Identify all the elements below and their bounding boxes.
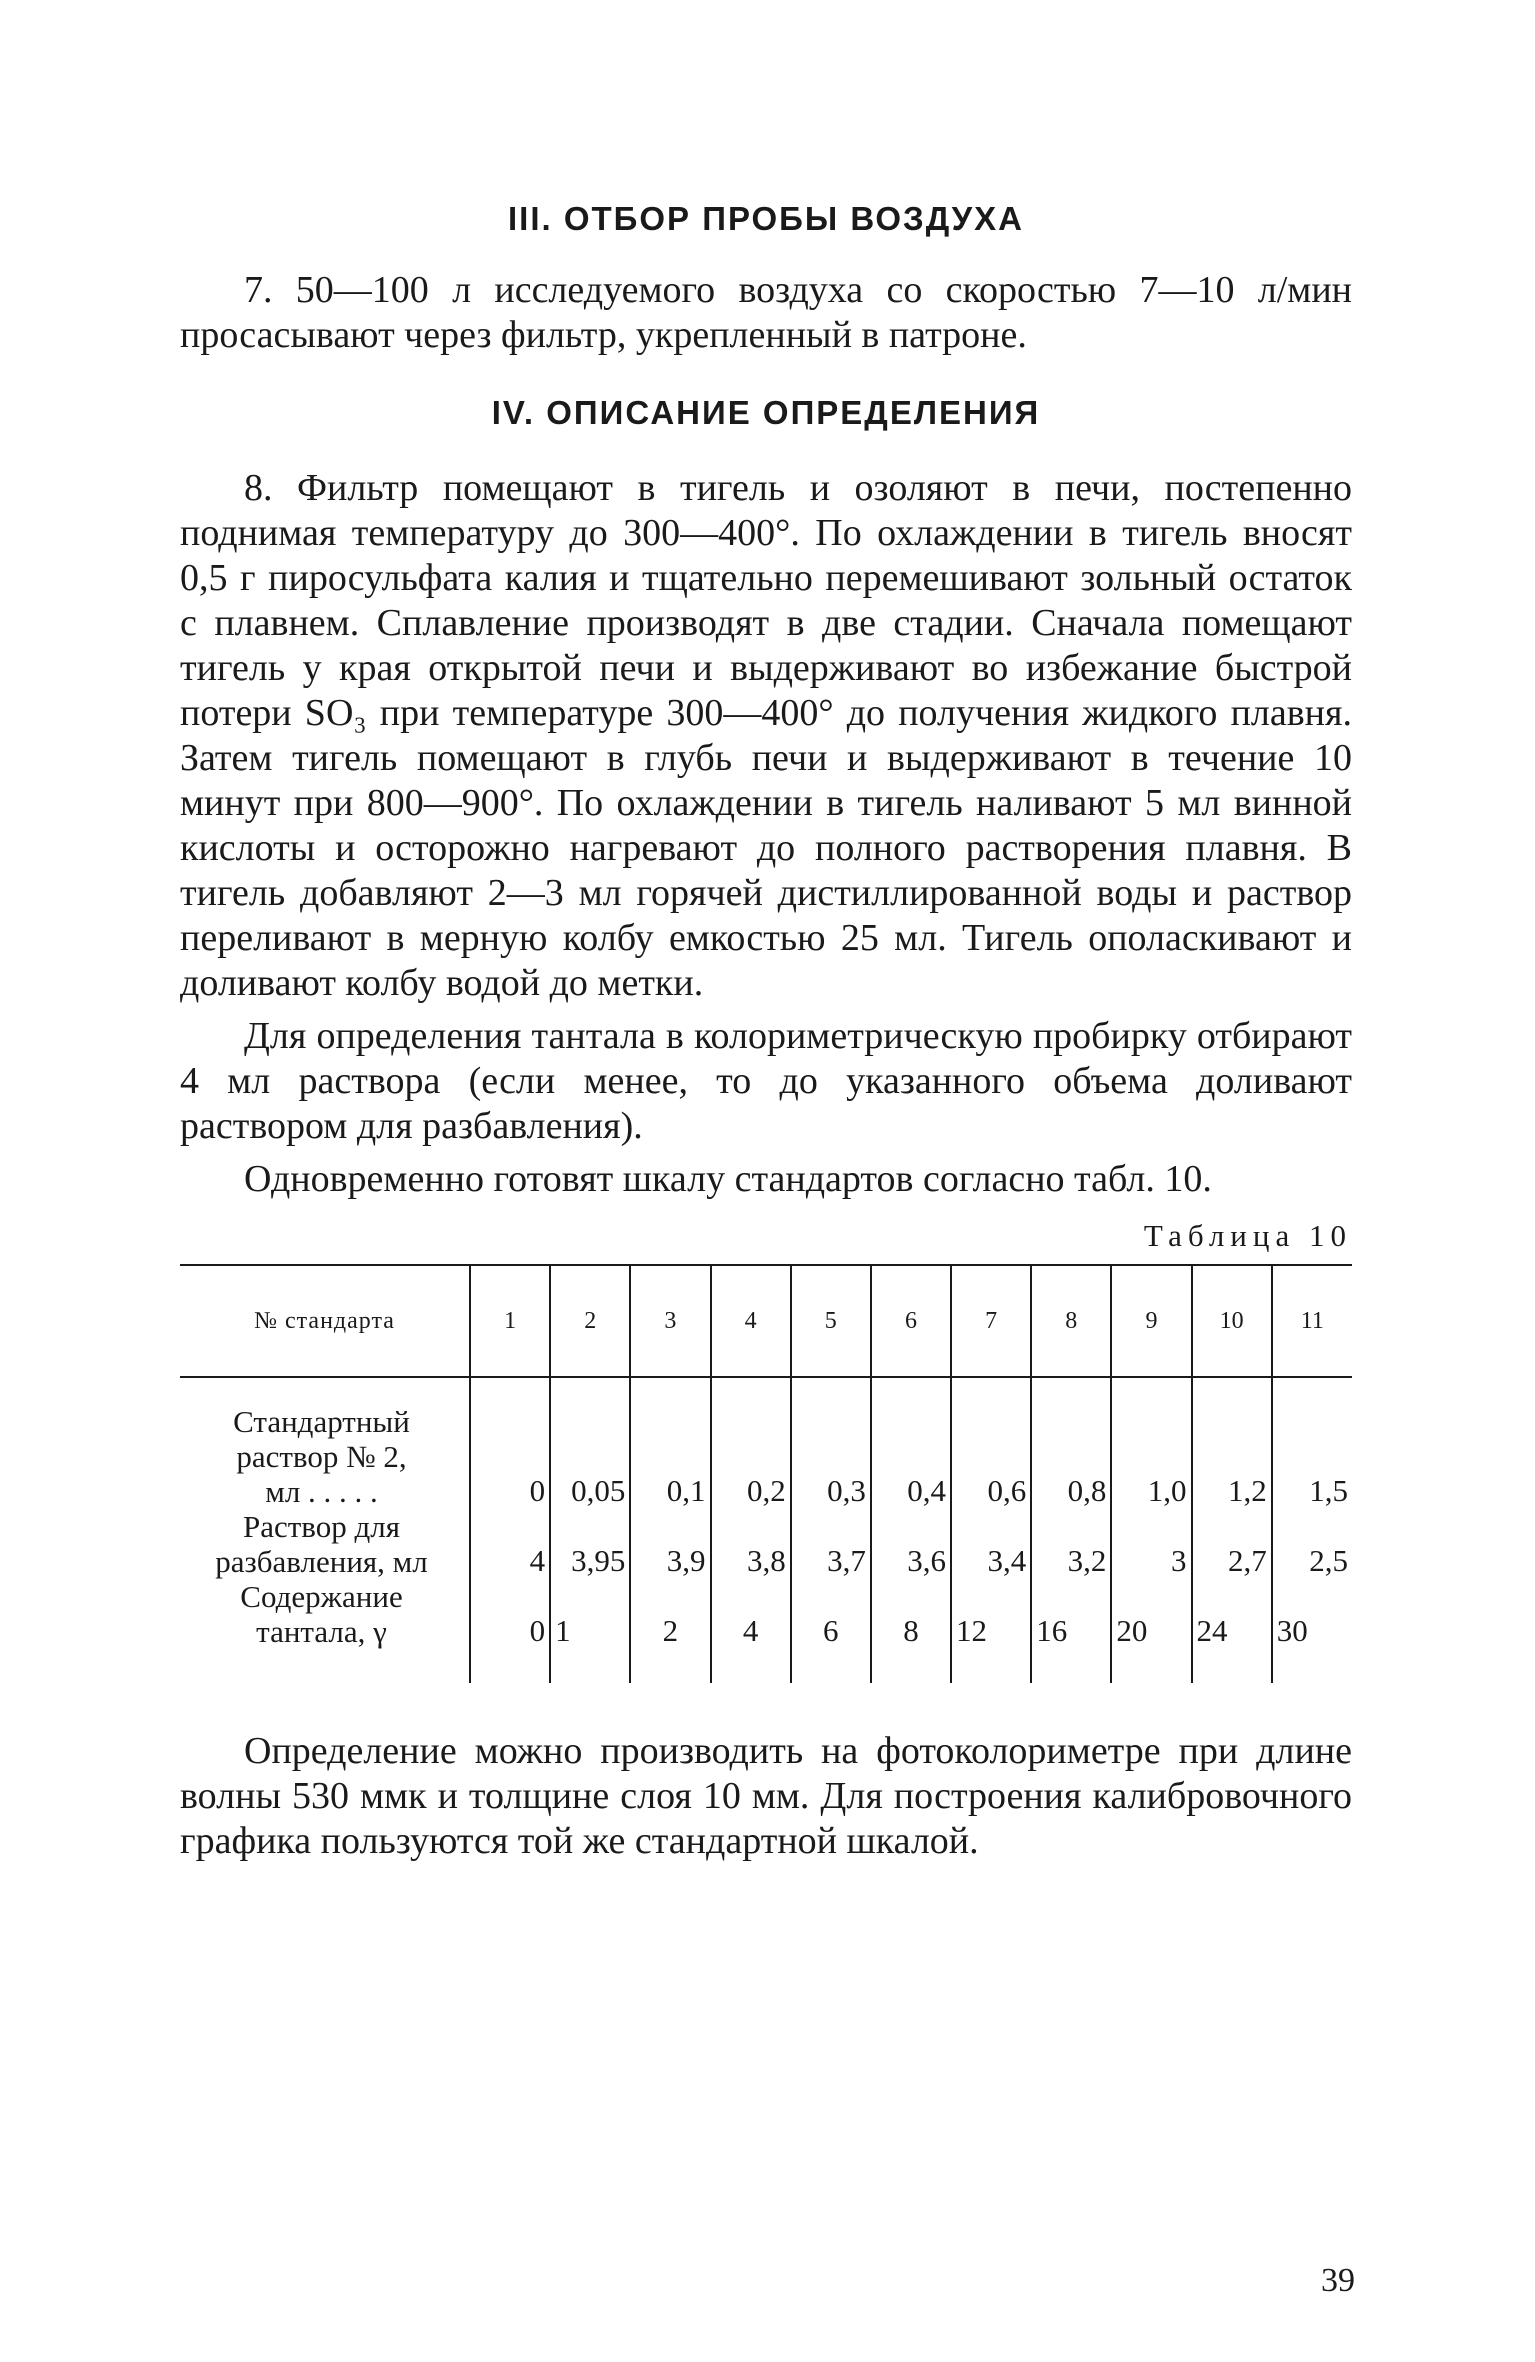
table-cell: 8 xyxy=(871,1579,951,1649)
table-cell: 0,05 xyxy=(550,1404,630,1509)
table-cell: 3,4 xyxy=(951,1509,1031,1579)
book-page xyxy=(180,190,1352,1864)
table-cell: 24 xyxy=(1192,1579,1272,1649)
table-cell: 1 xyxy=(550,1579,630,1649)
table-row xyxy=(180,1509,1352,1579)
header-label: № стандарта xyxy=(180,1265,470,1377)
header-cell: 8 xyxy=(1031,1265,1111,1377)
table-cell: 2,7 xyxy=(1192,1509,1272,1579)
table-cell: 3,95 xyxy=(550,1509,630,1579)
standards-table xyxy=(180,1264,1352,1683)
header-cell: 6 xyxy=(871,1265,951,1377)
header-cell: 2 xyxy=(550,1265,630,1377)
table-header-row xyxy=(180,1265,1352,1377)
table-cell: 0,4 xyxy=(871,1404,951,1509)
table-cell: 2,5 xyxy=(1272,1509,1352,1579)
header-cell: 5 xyxy=(791,1265,871,1377)
header-cell: 9 xyxy=(1111,1265,1191,1377)
header-cell: 7 xyxy=(951,1265,1031,1377)
row-label: Содержание тантала, γ xyxy=(240,1579,403,1649)
table-cell: 3,8 xyxy=(711,1509,791,1579)
table-cell: 0 xyxy=(470,1404,550,1509)
header-cell: 3 xyxy=(630,1265,710,1377)
table-spacer-row xyxy=(180,1649,1352,1683)
table-row xyxy=(180,1404,1352,1509)
table-cell: 1,0 xyxy=(1111,1404,1191,1509)
table-cell: 0 xyxy=(470,1579,550,1649)
header-cell: 10 xyxy=(1192,1265,1272,1377)
table-spacer-row xyxy=(180,1377,1352,1404)
page-number: 39 xyxy=(1321,2262,1355,2299)
paragraph-8: 8. Фильтр помещают в тигель и озоляют в печи, постепенно поднимая температуру до 300—400°. По охлаждении в тигель вносят 0,5 г пиросульфата калия и тщательно перемешивают зольный остаток с плавнем. Сплавление производят в две стадии. Сначала помещают тигель у края открытой печи и выдерживают во избежание быстрой потери SO₃ при температуре 300—400° до получения жидкого плавня. Затем тигель помещают в глубь печи и выдерживают в течение 10 минут при 800—900°. По охлаждении в тигель наливают 5 мл винной кислоты и осторожно нагревают до полного растворения плавня. В тигель добавляют 2—3 мл горячей дистиллированной воды и раствор переливают в мерную колбу емкостью 25 мл. Тигель ополаскивают и доливают колбу водой до метки. xyxy=(180,467,1352,1004)
table-cell: 4 xyxy=(470,1509,550,1579)
table-cell: 3 xyxy=(1111,1509,1191,1579)
table-cell: 0,3 xyxy=(791,1404,871,1509)
header-cell: 1 xyxy=(470,1265,550,1377)
table-cell: 0,1 xyxy=(630,1404,710,1509)
table-cell: 12 xyxy=(951,1579,1031,1649)
table-cell: 0,8 xyxy=(1031,1404,1111,1509)
table-cell: 1,2 xyxy=(1192,1404,1272,1509)
table-cell: 20 xyxy=(1111,1579,1191,1649)
table-cell: 30 xyxy=(1272,1579,1352,1649)
paragraph-scale: Одновременно готовят шкалу стандартов согласно табл. 10. xyxy=(244,1158,1212,1200)
table-cell: 6 xyxy=(791,1579,871,1649)
closing-paragraph: Определение можно производить на фотоколориметре при длине волны 530 ммк и толщине слоя 10 мм. Для построения калибровочного графика пользуются той же стандартной шкалой. xyxy=(180,1730,1352,1862)
header-cell: 4 xyxy=(711,1265,791,1377)
table-cell: 3,9 xyxy=(630,1509,710,1579)
paragraph-tantalum: Для определения тантала в колориметрическую пробирку отбирают 4 мл раствора (если менее, то до указанного объема доливают раствором для разбавления). xyxy=(180,1015,1352,1147)
table-cell: 2 xyxy=(630,1579,710,1649)
paragraph-7: 7. 50—100 л исследуемого воздуха со скоростью 7—10 л/мин просасывают через фильтр, укрепленный в патроне. xyxy=(180,269,1352,356)
table-cell: 3,2 xyxy=(1031,1509,1111,1579)
table-cell: 1,5 xyxy=(1272,1404,1352,1509)
table-cell: 0,6 xyxy=(951,1404,1031,1509)
table-caption: Таблица 10 xyxy=(1143,1218,1352,1253)
table-row xyxy=(180,1579,1352,1649)
table-cell: 3,6 xyxy=(871,1509,951,1579)
section-4-heading: IV. ОПИСАНИЕ ОПРЕДЕЛЕНИЯ xyxy=(491,394,1041,431)
row-label: Стандартный раствор № 2, мл . . . . . xyxy=(233,1404,410,1509)
section-3-heading: III. ОТБОР ПРОБЫ ВОЗДУХА xyxy=(507,200,1025,237)
table-cell: 4 xyxy=(711,1579,791,1649)
table-cell: 0,2 xyxy=(711,1404,791,1509)
header-cell: 11 xyxy=(1272,1265,1352,1377)
table-cell: 3,7 xyxy=(791,1509,871,1579)
table-cell: 16 xyxy=(1031,1579,1111,1649)
row-label: Раствор для разбавления, мл xyxy=(215,1509,428,1579)
